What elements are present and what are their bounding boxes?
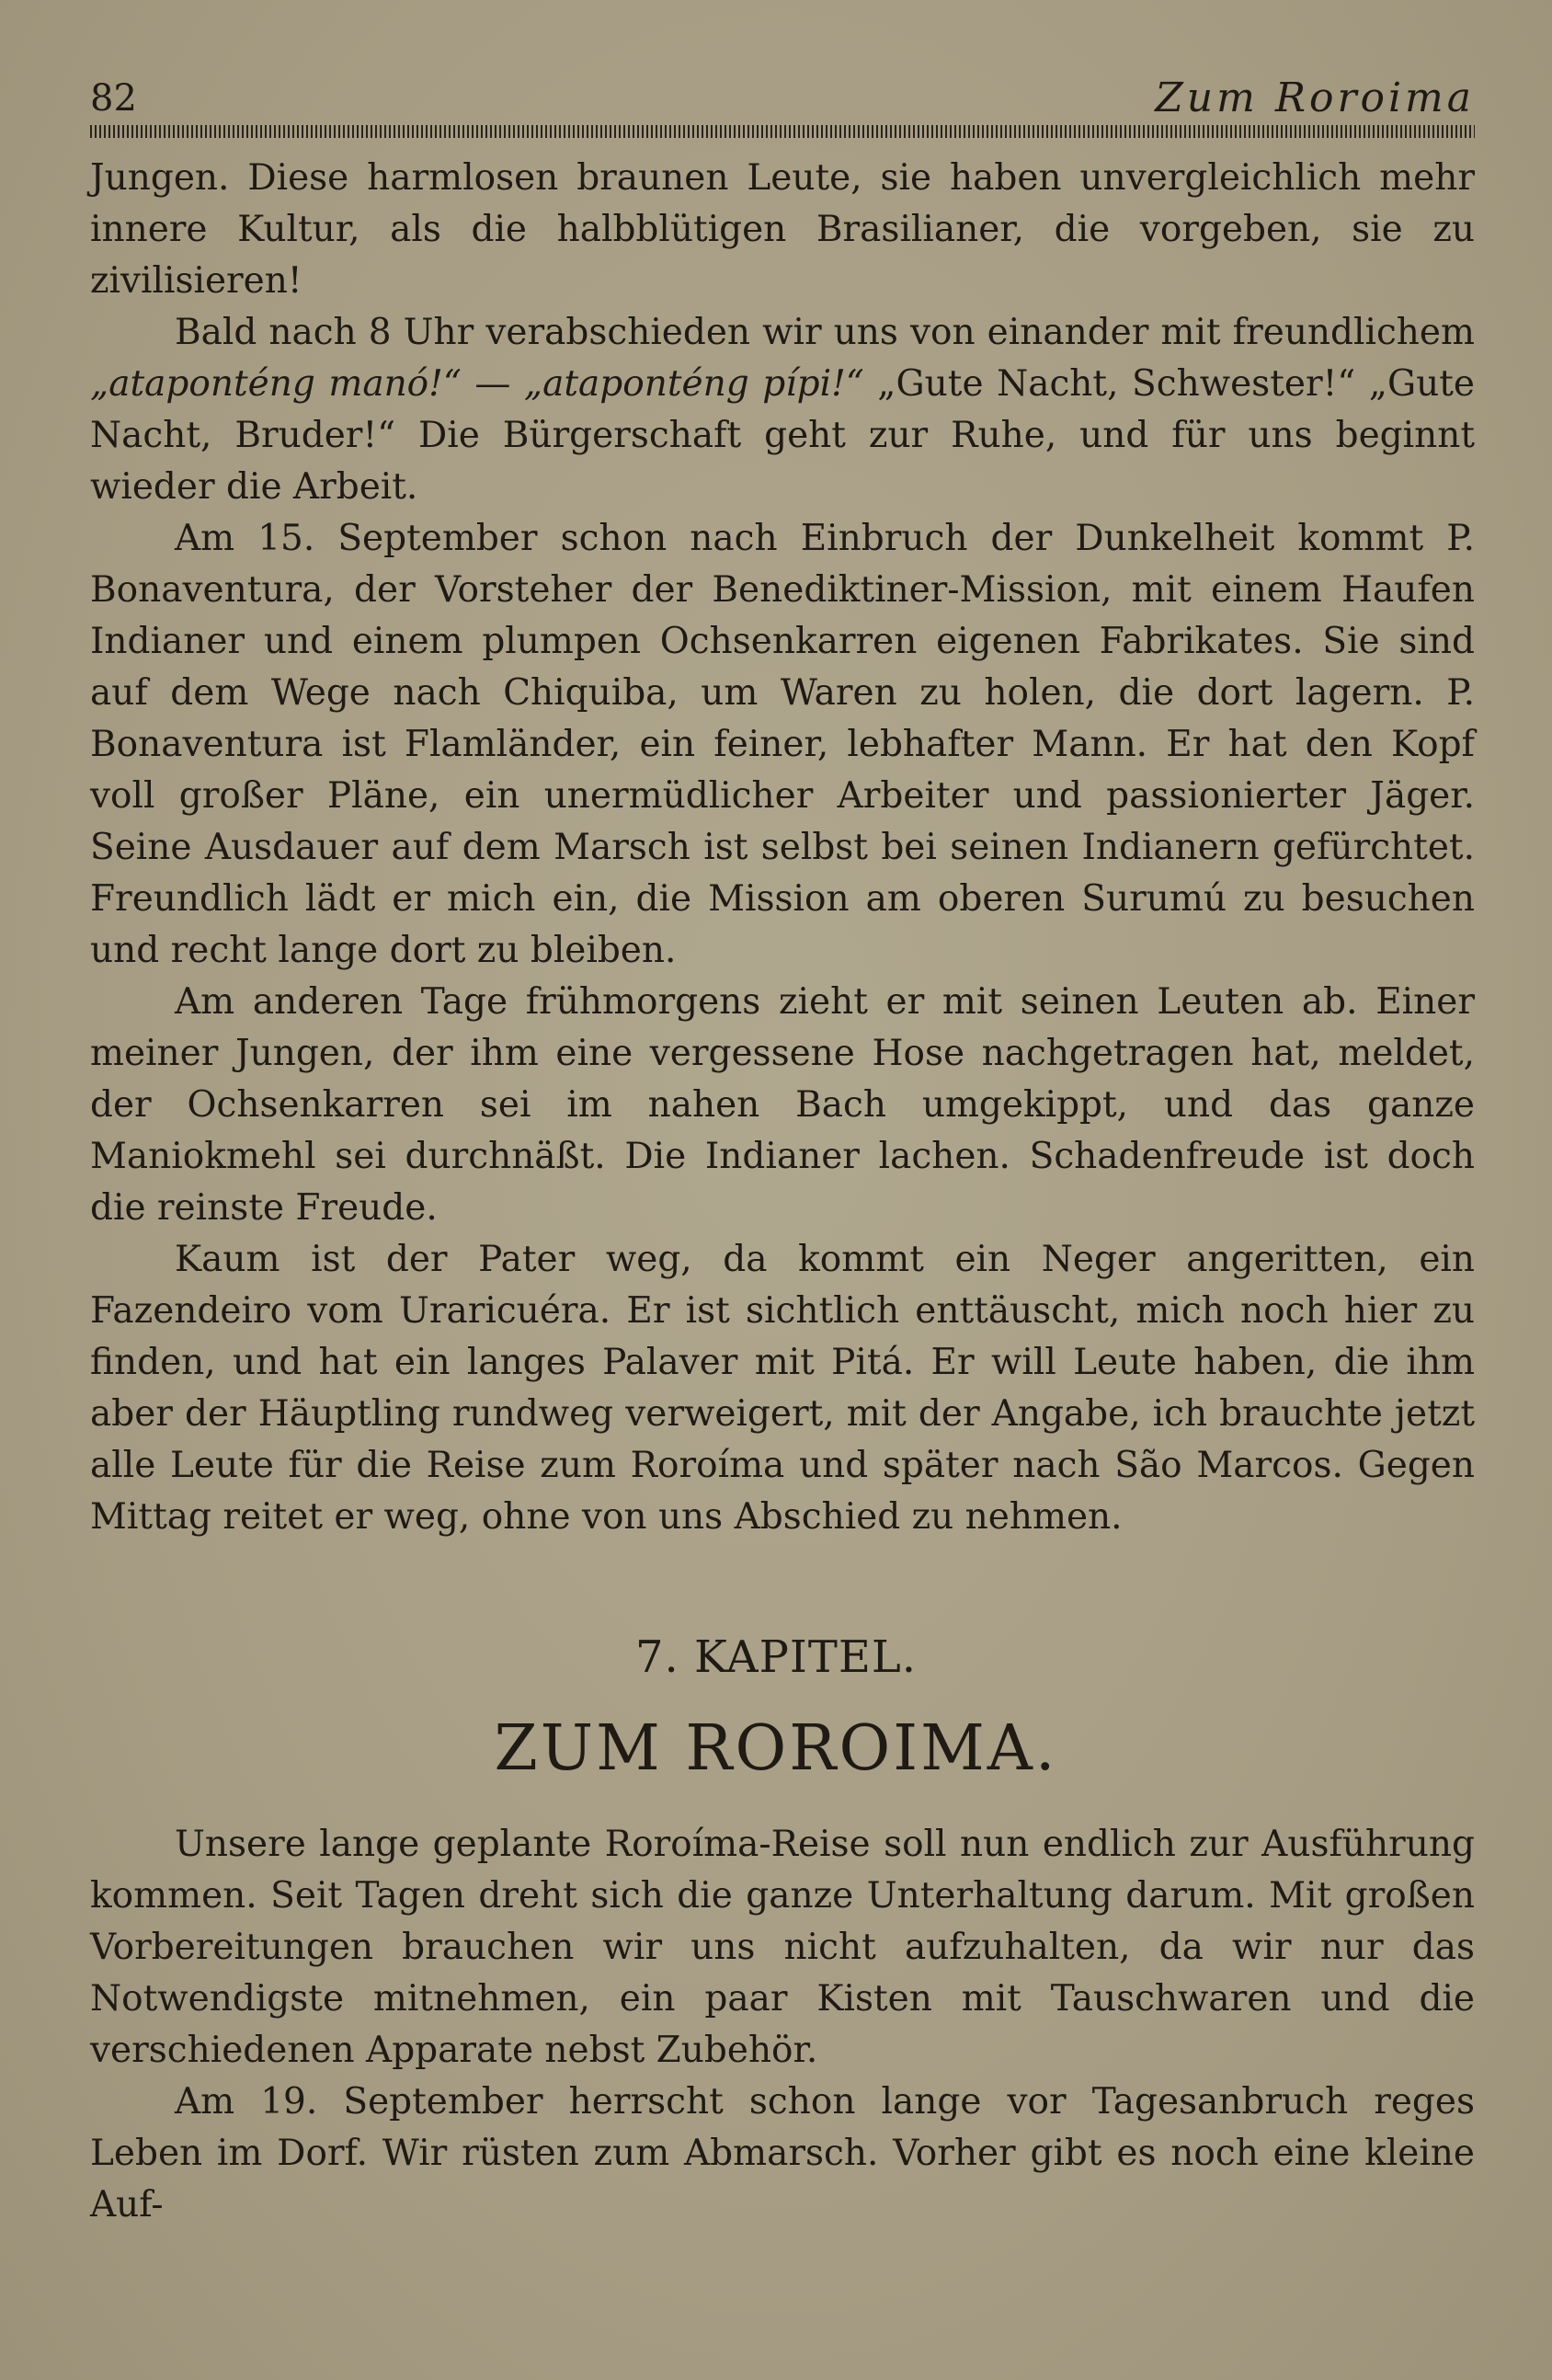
- header-rule: [90, 125, 1475, 138]
- page-number: 82: [90, 77, 137, 120]
- paragraph-2: [90, 307, 1475, 513]
- chapter-title: ZUM ROROIMA.: [494, 1712, 1058, 1785]
- paragraph-2-italic-a: „ataponténg manó!“: [90, 363, 462, 405]
- paragraph-2-text-c: „Gute Nacht, Schwester!“ „Gute Nacht, Bruder!“ Die Bürgerschaft geht zur Ruhe, und für uns beginnt wieder die Arbeit.: [90, 363, 1475, 508]
- paragraph-4: Am anderen Tage frühmorgens zieht er mit seinen Leuten ab. Einer meiner Jungen, der ihm eine vergessene Hose nachgetragen hat, meldet, der Ochsenkarren sei im nahen Bach umgekippt, und das ganze Maniokmehl sei durchnäßt. Die Indianer lachen. Schadenfreude ist doch die reinste Freude.: [90, 981, 1475, 1229]
- paragraph-2-text-b: —: [461, 363, 524, 405]
- paragraph-1: Jungen. Diese harmlosen braunen Leute, sie haben unvergleichlich mehr innere Kultur, als die halbblütigen Brasilianer, die vorgeben, sie zu zivilisieren!: [90, 157, 1475, 302]
- body-text-before-chapter: [90, 153, 1475, 1543]
- paragraph-7: Am 19. September herrscht schon lange vor Tagesanbruch reges Leben im Dorf. Wir rüsten zum Abmarsch. Vorher gibt es noch eine kleine Auf-: [90, 2081, 1475, 2226]
- body-text-after-chapter: [90, 1819, 1475, 2231]
- page-header: [90, 75, 1475, 127]
- paragraph-2-italic-b: „ataponténg pípi!“: [523, 363, 864, 405]
- paragraph-2-text-a: Bald nach 8 Uhr verabschieden wir uns von einander mit freundlichem: [175, 312, 1475, 353]
- paragraph-6: Unsere lange geplante Roroíma-Reise soll nun endlich zur Ausführung kommen. Seit Tagen dreht sich die ganze Unterhaltung darum. Mit großen Vorbereitungen brauchen wir uns nicht aufzuhalten, da wir nur das Notwendigste mitnehmen, ein paar Kisten mit Tauschwaren und die verschiedenen Apparate nebst Zubehör.: [90, 1824, 1475, 2071]
- chapter-number: 7. KAPITEL.: [634, 1631, 918, 1683]
- running-title: Zum Roroima: [1155, 74, 1475, 121]
- paragraph-5: Kaum ist der Pater weg, da kommt ein Neger angeritten, ein Fazendeiro vom Uraricuéra. Er ist sichtlich enttäuscht, mich noch hier zu finden, und hat ein langes Palaver mit Pitá. Er will Leute haben, die ihm aber der Häuptling rundweg verweigert, mit der Angabe, ich brauchte jetzt alle Leute für die Reise zum Roroíma und später nach São Marcos. Gegen Mittag reitet er weg, ohne von uns Abschied zu nehmen.: [90, 1239, 1475, 1538]
- paragraph-3: Am 15. September schon nach Einbruch der Dunkelheit kommt P. Bonaventura, der Vorsteher der Benediktiner-Mission, mit einem Haufen Indianer und einem plumpen Ochsenkarren eigenen Fabrikates. Sie sind auf dem Wege nach Chiquiba, um Waren zu holen, die dort lagern. P. Bonaventura ist Flamländer, ein feiner, lebhafter Mann. Er hat den Kopf voll großer Pläne, ein unermüdlicher Arbeiter und passionierter Jäger. Seine Ausdauer auf dem Marsch ist selbst bei seinen Indianern gefürchtet. Freundlich lädt er mich ein, die Mission am oberen Surumú zu besuchen und recht lange dort zu bleiben.: [90, 518, 1475, 971]
